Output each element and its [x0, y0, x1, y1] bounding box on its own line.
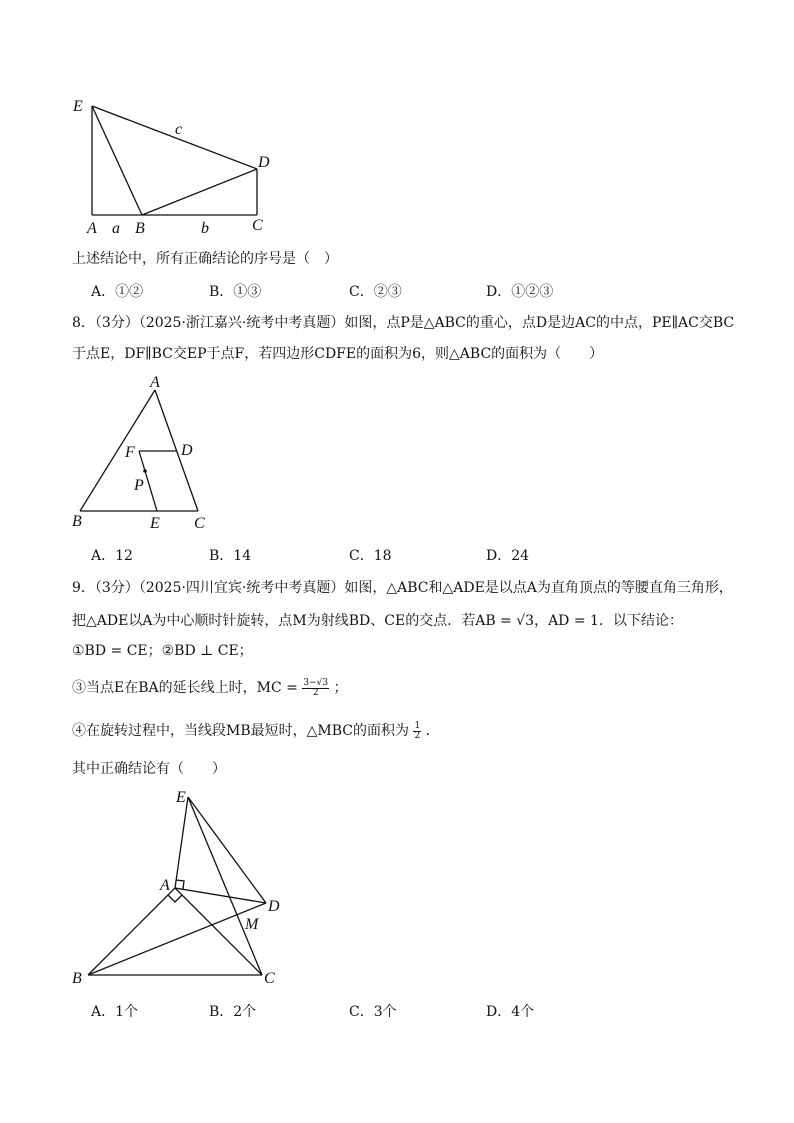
q9-option-b[interactable]: B．2个	[209, 1004, 257, 1020]
q8-option-d[interactable]: D．24	[486, 548, 530, 564]
label-C: C	[264, 970, 275, 987]
q8-stem-line2: 于点E，DF∥BC交EP于点F，若四边形CDFE的面积为6，则△ABC的面积为（ ）	[72, 346, 604, 362]
q9-conclusion-3-end: ；	[333, 680, 348, 696]
q9-conclusion-4-fraction	[413, 722, 421, 741]
q8-option-c[interactable]: C．18	[349, 548, 392, 564]
q8-stem-line1: 8．（3分）（2025·浙江嘉兴·统考中考真题）如图，点P是△ABC的重心，点D是边AC的中点，PE∥AC交BC	[72, 315, 735, 331]
q9-option-a[interactable]: A．1个	[91, 1004, 139, 1020]
q9-option-c[interactable]: C．3个	[349, 1004, 397, 1020]
segment-EC	[188, 797, 262, 975]
label-b: b	[201, 220, 209, 237]
q7-option-a[interactable]: A．①②	[91, 284, 144, 300]
segment-BD	[142, 169, 257, 215]
point-P	[143, 469, 147, 473]
label-A: A	[87, 220, 97, 237]
q7-option-b[interactable]: B．①③	[209, 284, 262, 300]
fraction-numerator: 1	[414, 720, 421, 731]
q9-conclusion-1-2: ①BD = CE；②BD ⊥ CE；	[72, 643, 253, 659]
q9-prompt: 其中正确结论有（ ）	[72, 761, 226, 777]
q7-option-c[interactable]: C．②③	[349, 284, 402, 300]
label-D: D	[181, 442, 193, 459]
label-E: E	[150, 515, 160, 532]
fraction-numerator: 3−√3	[303, 677, 329, 688]
q9-option-d[interactable]: D．4个	[486, 1004, 535, 1020]
q8-option-b[interactable]: B．14	[209, 548, 252, 564]
label-B: B	[72, 970, 82, 987]
q9-conclusion-3-fraction	[302, 679, 329, 698]
figure-q8	[66, 370, 216, 535]
q9-stem-line2: 把△ADE以A为中心顺时针旋转，点M为射线BD、CE的交点．若AB = √3，AD = 1．以下结论：	[72, 613, 683, 629]
q9-stem-line1: 9．（3分）（2025·四川宜宾·统考中考真题）如图，△ABC和△ADE是以点A为直角顶点的等腰直角三角形，	[72, 580, 733, 596]
label-B: B	[135, 220, 145, 237]
label-C: C	[194, 515, 205, 532]
label-A: A	[160, 877, 170, 894]
label-E: E	[176, 789, 186, 806]
segment-AE	[175, 797, 188, 888]
label-D: D	[258, 154, 270, 171]
q9-conclusion-3-text: ③当点E在BA的延长线上时，MC =	[72, 680, 298, 696]
label-M: M	[245, 916, 259, 933]
segment-BD	[88, 903, 266, 975]
right-angle-mark-A-top	[176, 880, 184, 889]
label-a: a	[112, 220, 120, 237]
right-angle-mark-A-bottom	[168, 895, 182, 902]
q8-option-a[interactable]: A．12	[91, 548, 133, 564]
figure-q9	[66, 785, 291, 990]
fraction-denominator: 2	[312, 687, 319, 698]
segment-ED	[188, 797, 266, 903]
label-c: c	[175, 121, 183, 138]
q9-conclusion-4	[72, 721, 440, 741]
q7-option-d[interactable]: D．①②③	[486, 284, 554, 300]
label-F: F	[125, 444, 135, 461]
q7-prompt: 上述结论中，所有正确结论的序号是（ ）	[72, 251, 338, 267]
label-D: D	[268, 898, 280, 915]
label-A: A	[150, 374, 160, 391]
figure-q7	[60, 92, 290, 242]
segment-AB	[88, 888, 175, 975]
label-E: E	[73, 98, 83, 115]
fraction-denominator: 2	[414, 730, 421, 741]
label-P: P	[134, 477, 144, 494]
q9-conclusion-4-end: ．	[425, 723, 440, 739]
q9-conclusion-3	[72, 678, 348, 698]
label-C: C	[252, 217, 263, 234]
q9-conclusion-4-text: ④在旋转过程中，当线段MB最短时，△MBC的面积为	[72, 723, 409, 739]
label-B: B	[72, 513, 82, 530]
